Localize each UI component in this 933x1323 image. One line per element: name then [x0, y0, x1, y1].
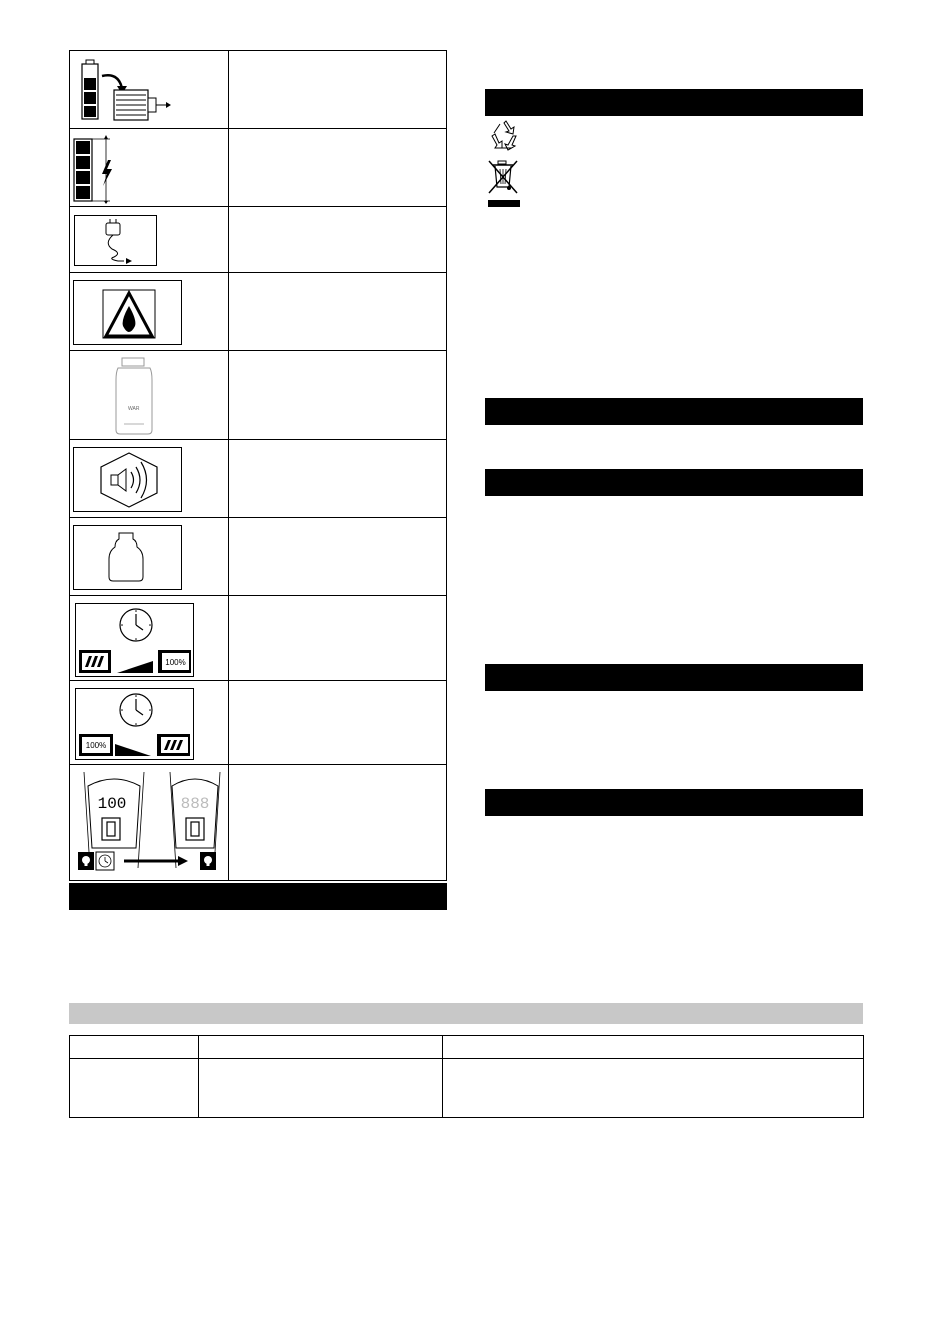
liquid-warning-icon [73, 280, 183, 346]
section-bar-right-3 [485, 469, 863, 496]
charger-plug-icon [74, 215, 158, 267]
weight-icon [73, 525, 183, 591]
battery-to-motor-icon [78, 58, 178, 124]
runtime-icon [75, 688, 195, 761]
bottom-table-header-bar [69, 1003, 863, 1024]
runtime-battery-label: 100% [85, 741, 107, 750]
section-bar-left [69, 883, 447, 910]
section-bar-environment [485, 89, 863, 116]
charging-time-battery-label: 100% [165, 658, 186, 667]
recycling-icon [486, 120, 522, 152]
section-bar-right-5 [485, 789, 863, 816]
display-dimming-icon [74, 768, 224, 876]
section-bar-right-2 [485, 398, 863, 425]
svg-text:888: 888 [180, 795, 210, 813]
section-bar-right-4 [485, 664, 863, 691]
container-bottle-icon [108, 356, 160, 436]
charging-time-icon [75, 603, 195, 678]
svg-text:WAR: WAR [128, 406, 140, 412]
display-value: 100 [97, 795, 127, 813]
battery-voltage-icon [72, 134, 132, 204]
bottom-table-title [69, 1006, 75, 1020]
sound-level-icon [73, 447, 183, 513]
crossed-bin-icon [486, 157, 522, 209]
